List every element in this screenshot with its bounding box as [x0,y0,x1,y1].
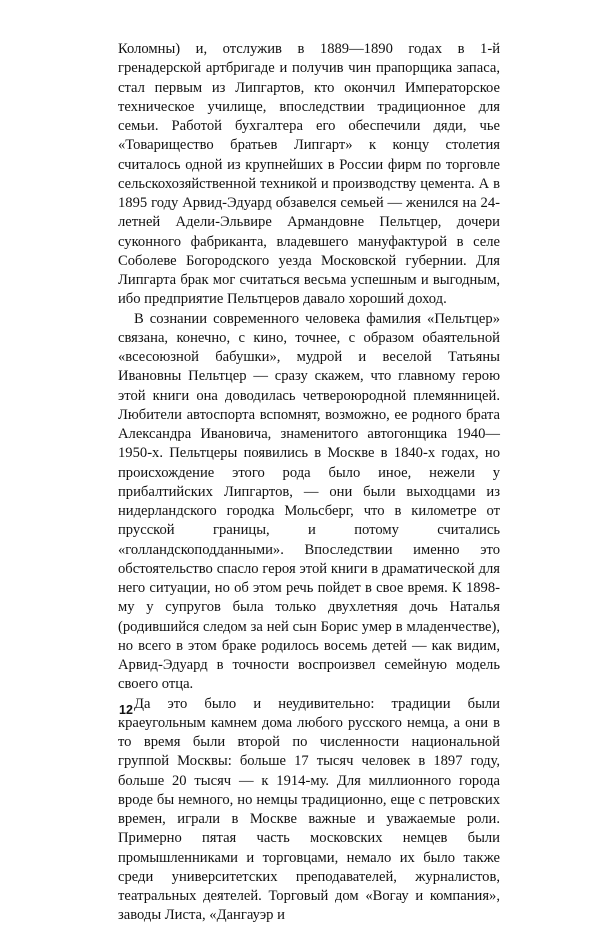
paragraph-3: Да это было и неудивительно: традиции были краеугольным камнем дома любого русского немца, а они в то время были второй по численности национальной группой Москвы: больше 17 тысяч человек в 1897 году, больше 20 тысяч — к 1914-му. Для миллионного города вроде бы немного, но немцы традиционно, еще с петровских времен, играли в Москве важные и уважаемые роли. Примерно пятая часть московских немцев были промышленниками и торговцами, немало их было также среди университетских преподавателей, журналистов, театральных деятелей. Торговый дом «Вогау и компания», заводы Листа, «Дангауэр и [118,695,500,924]
body-text [118,40,500,926]
paragraph-1: Коломны) и, отслужив в 1889—1890 годах в 1-й гренадерской артбригаде и получив чин прапорщика запаса, стал первым из Липгартов, кто окончил Императорское техническое училище, впоследствии традиционное для семьи. Работой бухгалтера его обеспечили дяди, чье «Товарищество братьев Липгарт» к концу столетия считалось одной из крупнейших в России фирм по торговле сельскохозяйственной техникой и производству цемента. А в 1895 году Арвид-Эдуард обзавелся семьей — женился на 24-летней Адели-Эльвире Армандовне Пельтцер, дочери суконного фабриканта, владевшего мануфактурой в селе Соболеве Богородского уезда Московской губернии. Для Липгарта брак мог считаться весьма успешным и выгодным, ибо предприятие Пельтцеров давало хороший доход. [118,41,500,308]
paragraph-2: В сознании современного человека фамилия «Пельтцер» связана, конечно, с кино, точнее, с образом обаятельной «всесоюзной бабушки», мудрой и веселой Татьяны Ивановны Пельтцер — сразу скажем, что главному герою этой книги она доводилась четвероюродной племянницей. Любители автоспорта вспомнят, возможно, ее родного брата Александра Ивановича, знаменитого автогонщика 1940—1950-х. Пельтцеры появились в Москве в 1840-х годах, но происхождение этого рода было иное, нежели у прибалтийских Липгартов, — они были выходцами из нидерландского городка Мольсберг, что в километре от прусской границы, и потому считались «голландскоподданными». Впоследствии именно это обстоятельство спасло героя этой книги в драматической для него ситуации, но об этом речь пойдет в свое время. К 1898-му у супругов была только двухлетняя дочь Наталья (родившийся следом за ней сын Борис умер в младенчестве), но всего в этом браке родилось восемь детей — как видим, Арвид-Эдуард в точности воспроизвел семейную модель своего отца. [118,310,500,693]
page-number: 12 [119,703,133,717]
